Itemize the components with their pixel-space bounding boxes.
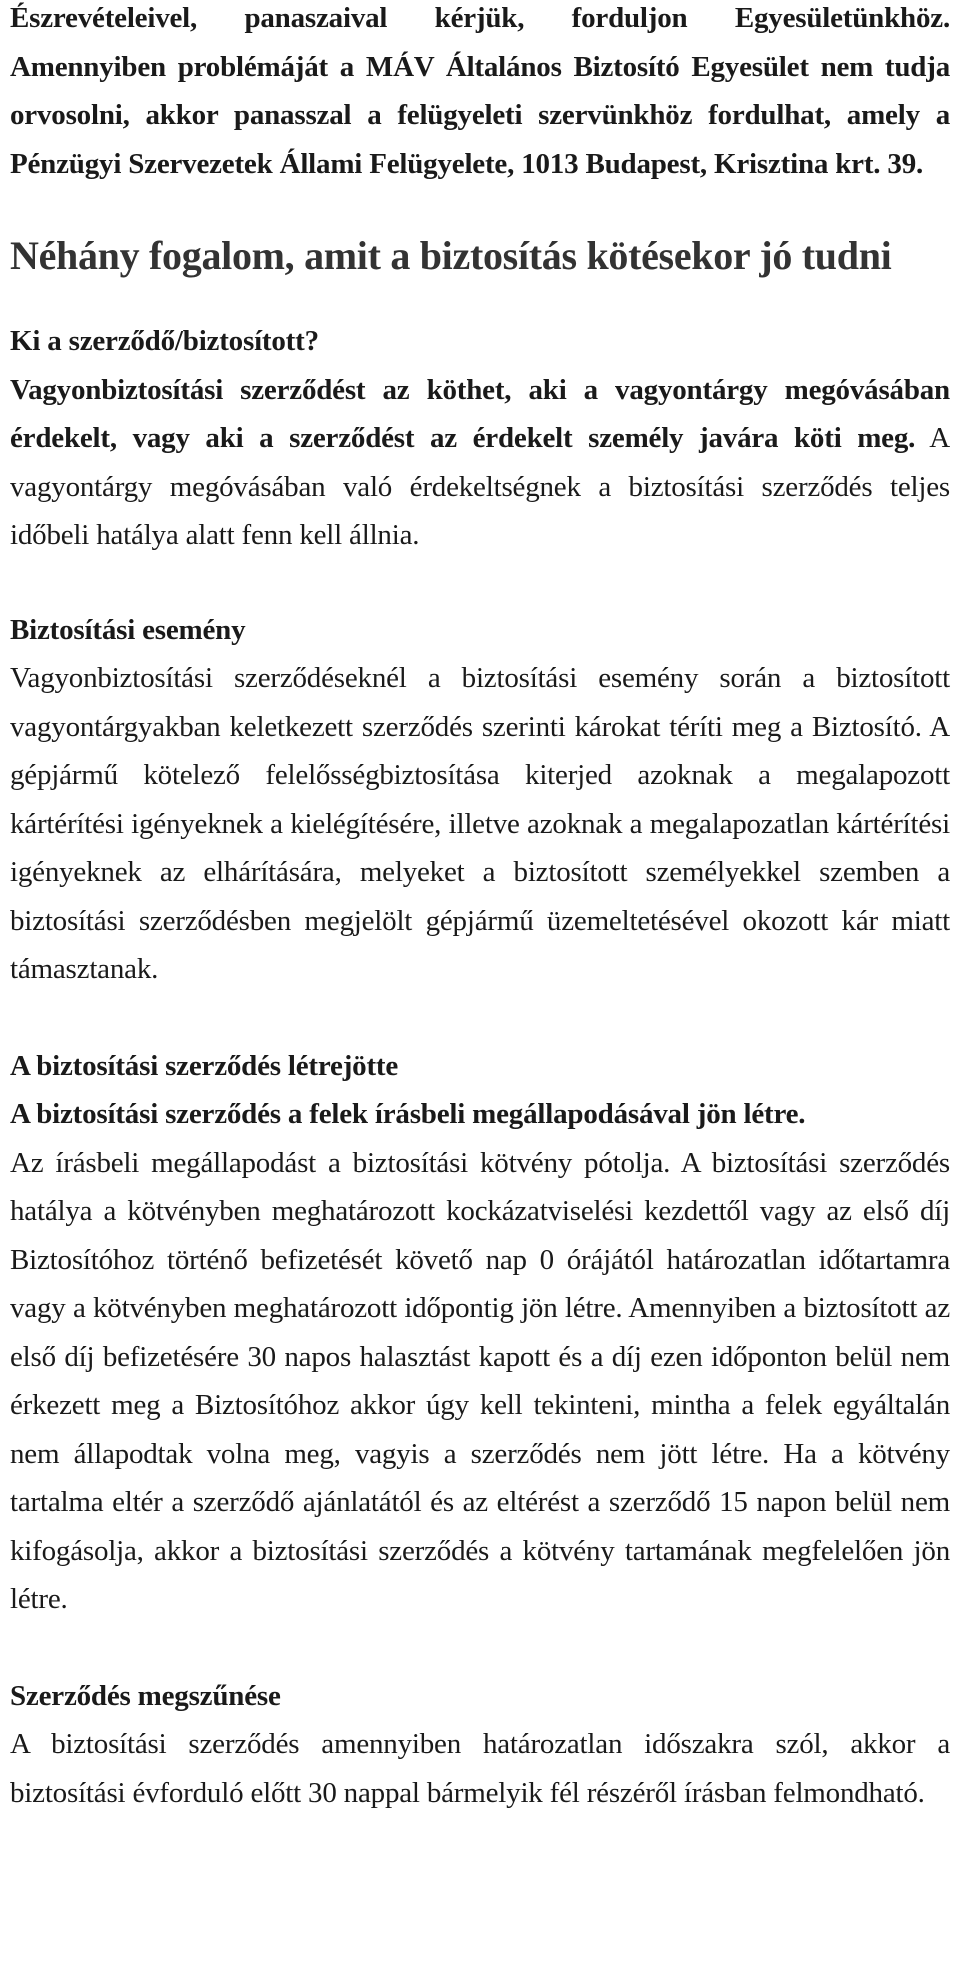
intro-paragraph: Észrevételeivel, panaszaival kérjük, forduljon Egyesületünkhöz. Amennyiben problémáját a MÁV Általános Biztosító Egyesület nem tudja orvosolni, akkor panasszal a felügyeleti szervünkhöz fordulhat, amely a Pénzügyi Szervezetek Állami Felügyelete, 1013 Budapest, Krisztina krt. 39. bbox=[10, 2, 950, 180]
section-contract-formation bbox=[10, 1042, 950, 1624]
section-body bbox=[10, 366, 950, 560]
section-body: Az írásbeli megállapodást a biztosítási kötvény pótolja. A biztosítási szerződés hatálya a kötvényben meghatározott kockázatviselési kezdettől vagy az első díj Biztosítóhoz történő befizetését követő nap 0 órájától határozatlan időtartamra vagy a kötvényben meghatározott időpontig jön létre. Amennyiben a biztosított az első díj befizetésére 30 napos halasztást kapott és a díj ezen időponton belül nem érkezett meg a Biztosítóhoz akkor úgy kell tekinteni, mintha a felek egyáltalán nem állapodtak volna meg, vagyis a szerződés nem jött létre. Ha a kötvény tartalma eltér a szerződő ajánlatától és az eltérést a szerződő 15 napon belül nem kifogásolja, akkor a biztosítási szerződés a kötvény tartamának megfelelően jön létre. bbox=[10, 1146, 950, 1615]
section-bold-text: Vagyonbiztosítási szerződést az köthet, aki a vagyontárgy megóvásában érdekelt, vagy aki a szerződést az érdekelt személy javára köti meg. bbox=[10, 373, 950, 454]
page-title: Néhány fogalom, amit a biztosítás kötésekor jó tudni bbox=[10, 233, 892, 278]
section-termination bbox=[10, 1672, 950, 1818]
section-text: A vagyontárgy megóvásában való érdekeltségnek a biztosítási szerződés teljes időbeli hatálya alatt fenn kell állnia. bbox=[10, 422, 950, 551]
section-heading: Szerződés megszűnése bbox=[10, 1679, 281, 1712]
section-body: Vagyonbiztosítási szerződéseknél a biztosítási esemény során a biztosított vagyontárgyakban keletkezett szerződés szerinti károkat téríti meg a Biztosító. A gépjármű kötelező felelősségbiztosítása kiterjed azoknak a megalapozott kártérítési igényeknek a kielégítésére, illetve azoknak a megalapozatlan kártérítési igényeknek az elhárítására, melyeket a biztosított személyekkel szemben a biztosítási szerződésben megjelölt gépjármű üzemeltetésével okozott kár miatt támasztanak. bbox=[10, 662, 950, 985]
section-heading: A biztosítási szerződés létrejötte bbox=[10, 1049, 399, 1082]
section-heading: Biztosítási esemény bbox=[10, 613, 246, 646]
section-body: A biztosítási szerződés amennyiben határozatlan időszakra szól, akkor a biztosítási évforduló előtt 30 nappal bármelyik fél részéről írásban felmondható. bbox=[10, 1728, 950, 1809]
section-insurance-event bbox=[10, 606, 950, 994]
intro-block bbox=[10, 0, 950, 188]
section-bold-text: A biztosítási szerződés a felek írásbeli megállapodásával jön létre. bbox=[10, 1098, 806, 1130]
section-who bbox=[10, 317, 950, 560]
title-block bbox=[10, 231, 950, 281]
section-heading: Ki a szerződő/biztosított? bbox=[10, 325, 319, 357]
